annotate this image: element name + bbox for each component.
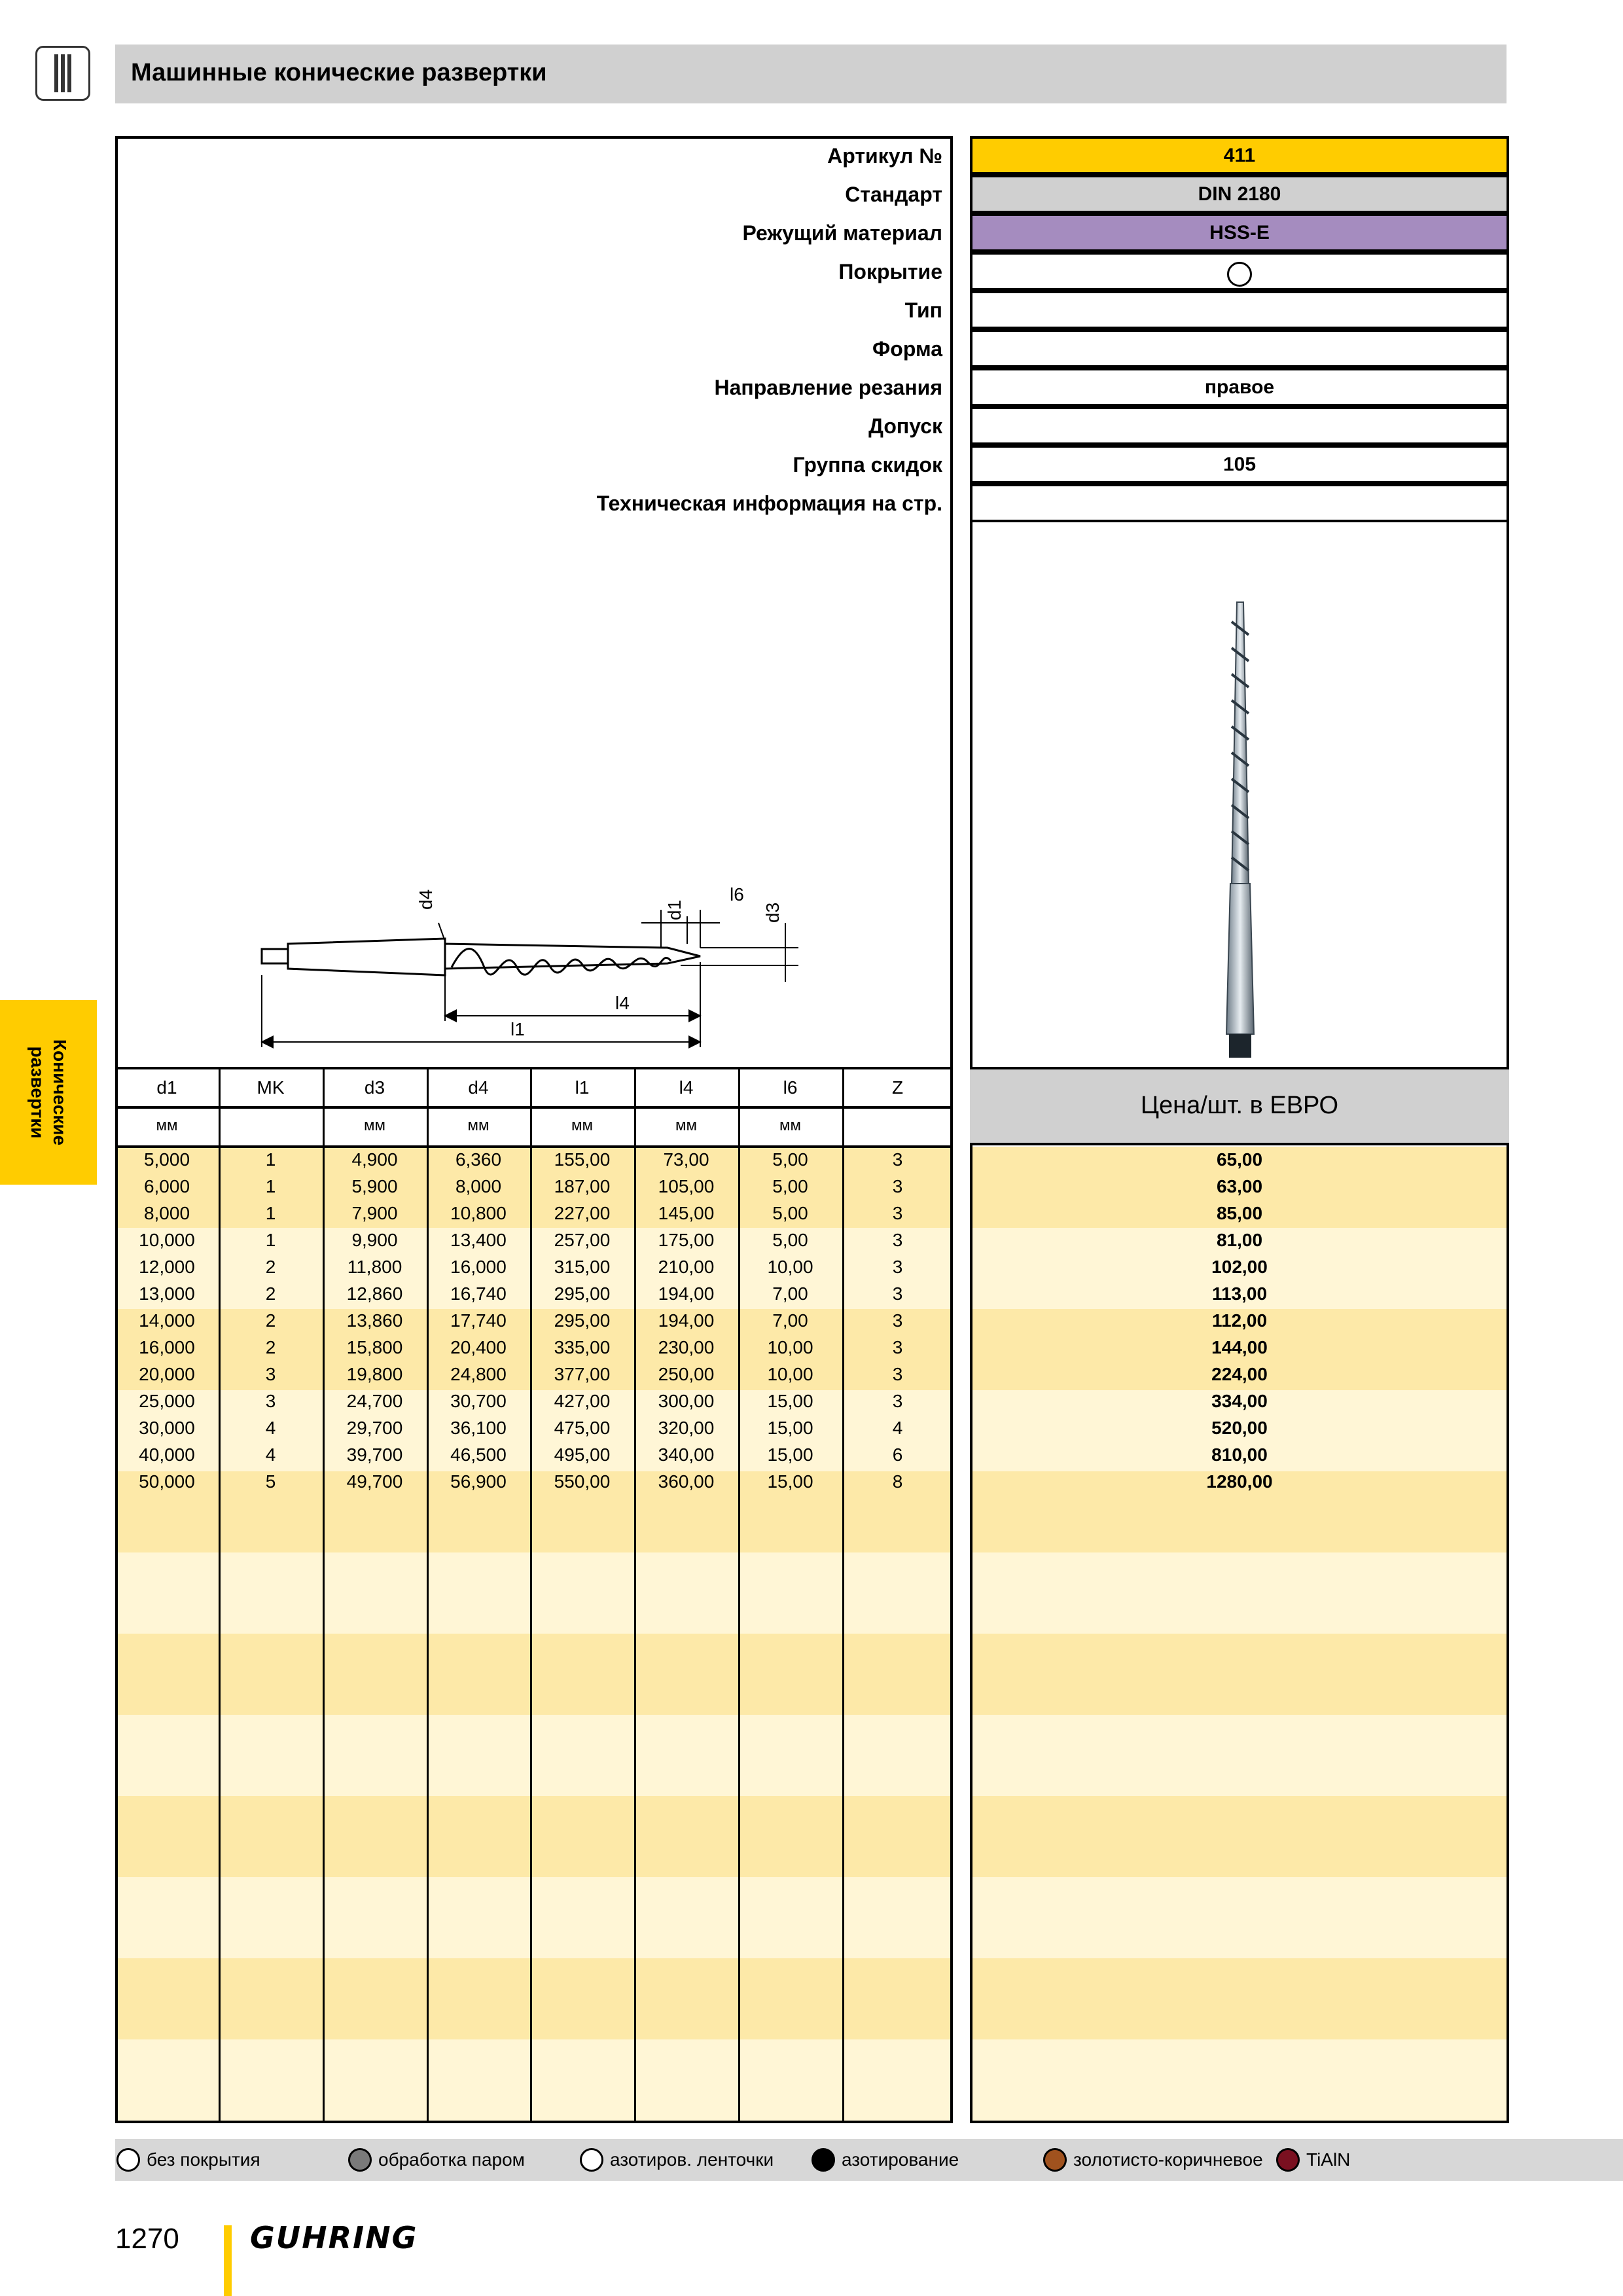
shank-tang	[262, 949, 288, 963]
table-cell: 6,360	[455, 1149, 502, 1170]
property-value	[970, 406, 1509, 445]
row-band	[972, 1634, 1507, 1715]
table-rule	[115, 1106, 953, 1109]
price-cell: 102,00	[1211, 1257, 1268, 1277]
table-cell: 1	[265, 1230, 276, 1250]
table-cell: 7,00	[772, 1310, 808, 1331]
table-cell: 2	[265, 1283, 276, 1304]
reamer-icon	[35, 46, 90, 101]
table-cell: 6,000	[143, 1176, 190, 1196]
legend-label: без покрытия	[147, 2149, 260, 2170]
table-cell: 3	[892, 1310, 903, 1331]
table-cell: 8	[892, 1471, 903, 1492]
column-header: l4	[679, 1077, 694, 1098]
dim-label-d4: d4	[416, 889, 436, 910]
table-cell: 20,400	[450, 1337, 507, 1357]
legend-label: TiAlN	[1306, 2149, 1351, 2170]
table-cell: 8,000	[143, 1203, 190, 1223]
section-tab-line1: Конические	[50, 1039, 70, 1146]
table-cell: 14,000	[139, 1310, 195, 1331]
price-cell: 112,00	[1211, 1310, 1268, 1331]
table-cell: 10,000	[139, 1230, 195, 1250]
property-value: правое	[970, 368, 1509, 406]
column-header: MK	[257, 1077, 285, 1098]
table-cell: 11,800	[347, 1257, 402, 1277]
table-cell: 20,000	[139, 1364, 195, 1384]
table-cell: 335,00	[554, 1337, 611, 1357]
column-header: l6	[783, 1077, 798, 1098]
price-cell: 63,00	[1216, 1176, 1263, 1196]
table-cell: 10,00	[767, 1337, 813, 1357]
table-cell: 40,000	[139, 1444, 195, 1465]
table-cell: 10,00	[767, 1257, 813, 1277]
table-cell: 3	[892, 1283, 903, 1304]
table-cell: 24,700	[346, 1391, 403, 1411]
table-cell: 257,00	[554, 1230, 611, 1250]
table-cell: 8,000	[455, 1176, 502, 1196]
column-divider	[842, 1067, 844, 2123]
table-cell: 39,700	[346, 1444, 403, 1465]
property-label: Стандарт	[845, 183, 942, 206]
table-cell: 15,800	[346, 1337, 403, 1357]
table-cell: 3	[892, 1203, 903, 1223]
table-cell: 12,860	[346, 1283, 403, 1304]
table-cell: 15,00	[767, 1444, 813, 1465]
no-coating-icon	[116, 2148, 140, 2172]
row-band	[972, 1715, 1507, 1796]
table-cell: 29,700	[346, 1418, 403, 1438]
table-cell: 56,900	[450, 1471, 507, 1492]
table-cell: 5,00	[772, 1230, 808, 1250]
circle-outline-icon	[1227, 262, 1252, 287]
table-cell: 3	[892, 1257, 903, 1277]
column-divider	[634, 1067, 636, 2123]
table-cell: 175,00	[658, 1230, 715, 1250]
table-cell: 5	[265, 1471, 276, 1492]
steam-treated-icon	[348, 2148, 372, 2172]
table-cell: 360,00	[658, 1471, 715, 1492]
table-cell: 5,00	[772, 1176, 808, 1196]
table-cell: 3	[892, 1364, 903, 1384]
product-image	[1198, 596, 1283, 1067]
table-cell: 3	[892, 1230, 903, 1250]
row-band	[118, 2039, 950, 2121]
table-cell: 10,00	[767, 1364, 813, 1384]
table-cell: 145,00	[658, 1203, 715, 1223]
table-cell: 49,700	[346, 1471, 403, 1492]
table-cell: 25,000	[139, 1391, 195, 1411]
price-cell: 810,00	[1211, 1444, 1268, 1465]
table-cell: 187,00	[554, 1176, 611, 1196]
table-cell: 3	[892, 1149, 903, 1170]
column-header: d3	[364, 1077, 385, 1098]
price-cell: 1280,00	[1206, 1471, 1273, 1492]
property-label: Покрытие	[838, 260, 942, 283]
dim-label-d3: d3	[762, 902, 783, 923]
table-cell: 15,00	[767, 1418, 813, 1438]
table-cell: 30,000	[139, 1418, 195, 1438]
dim-label-l4: l4	[615, 993, 630, 1013]
price-cell: 144,00	[1211, 1337, 1268, 1357]
table-cell: 2	[265, 1257, 276, 1277]
table-cell: 36,100	[450, 1418, 507, 1438]
legend-label: азотиров. ленточки	[610, 2149, 774, 2170]
page-number: 1270	[115, 2223, 179, 2255]
column-unit: мм	[675, 1117, 697, 1134]
nitrided-icon	[812, 2148, 835, 2172]
column-divider	[323, 1067, 325, 2123]
property-value: DIN 2180	[970, 175, 1509, 213]
property-label: Техническая информация на стр.	[596, 492, 942, 515]
table-cell: 10,800	[450, 1203, 507, 1223]
brand-logo: GUHRING	[250, 2220, 418, 2255]
property-value	[970, 329, 1509, 368]
price-cell: 334,00	[1211, 1391, 1268, 1411]
property-value	[970, 252, 1509, 291]
table-cell: 4	[265, 1444, 276, 1465]
taper-shank	[288, 939, 445, 975]
price-header: Цена/шт. в ЕВРО	[1140, 1092, 1339, 1119]
property-label: Тип	[904, 298, 942, 322]
table-cell: 155,00	[554, 1149, 611, 1170]
dim-label-l6: l6	[730, 884, 744, 905]
flute-spirals	[452, 949, 671, 975]
column-header: d4	[468, 1077, 489, 1098]
table-cell: 3	[892, 1337, 903, 1357]
table-cell: 17,740	[450, 1310, 507, 1331]
tialn-icon	[1276, 2148, 1300, 2172]
table-cell: 73,00	[663, 1149, 709, 1170]
property-label: Форма	[872, 337, 942, 361]
table-cell: 1	[265, 1176, 276, 1196]
gold-brown-icon	[1043, 2148, 1067, 2172]
table-cell: 5,00	[772, 1149, 808, 1170]
table-cell: 230,00	[658, 1337, 715, 1357]
property-value: HSS-E	[970, 213, 1509, 252]
table-cell: 550,00	[554, 1471, 611, 1492]
dimension-drawing	[249, 870, 825, 1067]
table-cell: 4	[892, 1418, 903, 1438]
price-cell: 113,00	[1211, 1283, 1268, 1304]
table-cell: 475,00	[554, 1418, 611, 1438]
table-cell: 24,800	[450, 1364, 507, 1384]
table-cell: 295,00	[554, 1283, 611, 1304]
table-cell: 15,00	[767, 1471, 813, 1492]
price-cell: 85,00	[1216, 1203, 1263, 1223]
column-unit: мм	[571, 1117, 593, 1134]
column-divider	[427, 1067, 429, 2123]
row-band	[972, 1796, 1507, 1877]
table-cell: 16,000	[450, 1257, 507, 1277]
table-cell: 340,00	[658, 1444, 715, 1465]
table-cell: 46,500	[450, 1444, 507, 1465]
table-cell: 495,00	[554, 1444, 611, 1465]
row-band	[118, 1877, 950, 1958]
table-cell: 250,00	[658, 1364, 715, 1384]
table-cell: 13,860	[346, 1310, 403, 1331]
table-cell: 5,00	[772, 1203, 808, 1223]
column-header: d1	[156, 1077, 177, 1098]
row-band	[972, 1958, 1507, 2039]
dim-label-l1: l1	[510, 1019, 525, 1039]
table-cell: 227,00	[554, 1203, 611, 1223]
legend-label: азотирование	[842, 2149, 959, 2170]
table-cell: 7,900	[351, 1203, 398, 1223]
property-value: 411	[970, 136, 1509, 175]
legend-label: обработка паром	[378, 2149, 525, 2170]
legend-label: золотисто-коричневое	[1073, 2149, 1263, 2170]
price-cell: 81,00	[1216, 1230, 1263, 1250]
table-cell: 50,000	[139, 1471, 195, 1492]
table-cell: 5,000	[143, 1149, 190, 1170]
table-cell: 7,00	[772, 1283, 808, 1304]
table-cell: 1	[265, 1203, 276, 1223]
price-cell: 520,00	[1211, 1418, 1268, 1438]
table-cell: 19,800	[346, 1364, 403, 1384]
table-rule	[115, 1145, 953, 1148]
column-header: l1	[575, 1077, 590, 1098]
column-divider	[738, 1067, 740, 2123]
table-cell: 3	[892, 1176, 903, 1196]
table-cell: 300,00	[658, 1391, 715, 1411]
table-cell: 16,000	[139, 1337, 195, 1357]
table-cell: 30,700	[450, 1391, 507, 1411]
row-band	[118, 1552, 950, 1634]
property-value	[970, 291, 1509, 329]
table-cell: 3	[265, 1364, 276, 1384]
column-unit: мм	[364, 1117, 385, 1134]
table-cell: 3	[892, 1391, 903, 1411]
table-cell: 315,00	[554, 1257, 611, 1277]
table-cell: 194,00	[658, 1310, 715, 1331]
table-cell: 3	[265, 1391, 276, 1411]
property-value	[970, 484, 1509, 522]
column-header: Z	[891, 1077, 904, 1098]
table-cell: 320,00	[658, 1418, 715, 1438]
row-band	[972, 1877, 1507, 1958]
table-cell: 2	[265, 1310, 276, 1331]
property-label: Группа скидок	[793, 453, 942, 476]
table-cell: 15,00	[767, 1391, 813, 1411]
section-tab-line2: развертки	[27, 1046, 48, 1139]
price-cell: 224,00	[1211, 1364, 1268, 1384]
table-cell: 295,00	[554, 1310, 611, 1331]
table-cell: 13,400	[450, 1230, 507, 1250]
dim-label-d1: d1	[664, 899, 685, 920]
row-band	[118, 1634, 950, 1715]
table-cell: 194,00	[658, 1283, 715, 1304]
row-band	[972, 1552, 1507, 1634]
table-cell: 9,900	[351, 1230, 398, 1250]
table-cell: 4,900	[351, 1149, 398, 1170]
column-unit: мм	[467, 1117, 490, 1134]
property-label: Артикул №	[827, 144, 942, 168]
table-cell: 13,000	[139, 1283, 195, 1304]
property-label: Направление резания	[714, 376, 942, 399]
row-band	[118, 1796, 950, 1877]
table-cell: 12,000	[139, 1257, 195, 1277]
table-cell: 5,900	[351, 1176, 398, 1196]
table-cell: 105,00	[658, 1176, 715, 1196]
table-cell: 210,00	[658, 1257, 715, 1277]
property-label: Режущий материал	[742, 221, 942, 245]
table-cell: 16,740	[450, 1283, 507, 1304]
row-band	[118, 1958, 950, 2039]
footer-accent	[224, 2225, 232, 2296]
page-title: Машинные конические развертки	[131, 59, 547, 86]
property-label: Допуск	[868, 414, 942, 438]
table-cell: 6	[892, 1444, 903, 1465]
table-cell: 4	[265, 1418, 276, 1438]
column-unit: мм	[156, 1117, 178, 1134]
table-cell: 2	[265, 1337, 276, 1357]
table-rule	[115, 1067, 953, 1069]
row-band	[118, 1715, 950, 1796]
section-tab-label	[26, 1039, 71, 1145]
column-unit: мм	[779, 1117, 801, 1134]
nitrided-lands-icon	[580, 2148, 603, 2172]
column-divider	[530, 1067, 532, 2123]
column-divider	[219, 1067, 221, 2123]
table-cell: 377,00	[554, 1364, 611, 1384]
price-cell: 65,00	[1216, 1149, 1263, 1170]
table-cell: 427,00	[554, 1391, 611, 1411]
row-band	[972, 2039, 1507, 2121]
table-cell: 1	[265, 1149, 276, 1170]
property-value: 105	[970, 445, 1509, 484]
